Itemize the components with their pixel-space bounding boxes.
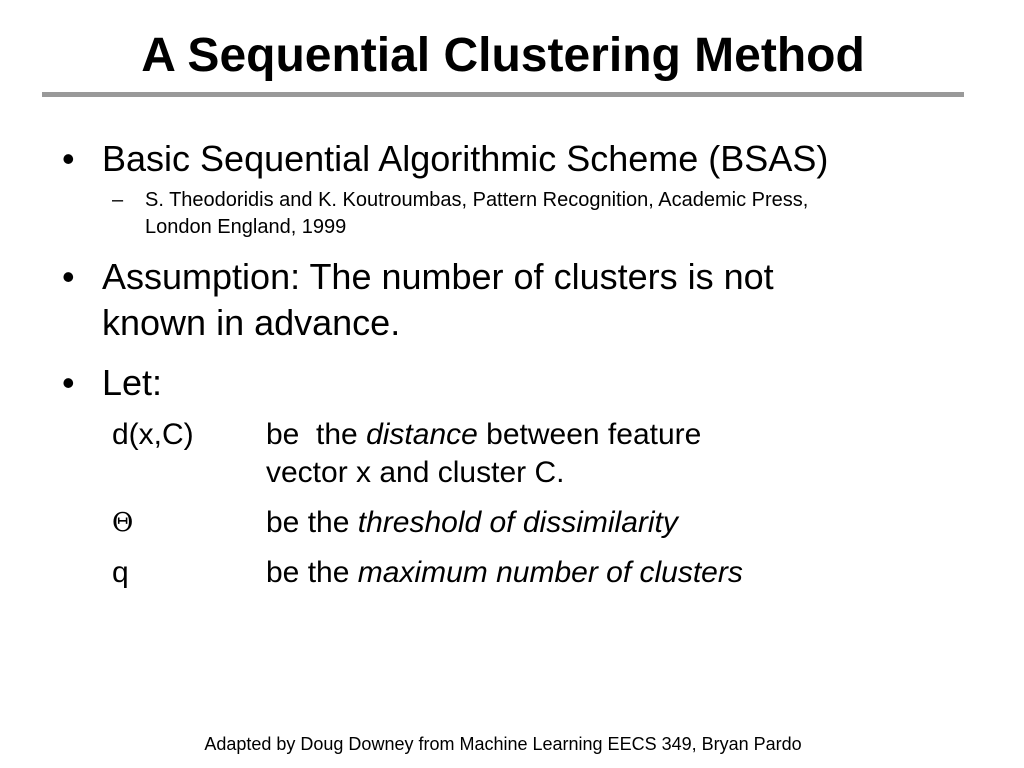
definition-pre: be the bbox=[266, 506, 358, 539]
reference-text bbox=[145, 187, 905, 241]
theta-symbol: Θ bbox=[112, 508, 134, 538]
assumption-line-1: Assumption: The number of clusters is not bbox=[102, 256, 774, 297]
definition-term: d(x,C) bbox=[112, 418, 194, 451]
reference-line-2: London England, 1999 bbox=[145, 216, 347, 238]
title-divider bbox=[42, 92, 964, 97]
definition-emphasis: threshold of dissimilarity bbox=[357, 506, 678, 539]
definition-term: q bbox=[112, 556, 129, 589]
bullet-text bbox=[102, 254, 774, 346]
definition-emphasis: maximum number of clusters bbox=[357, 556, 743, 589]
definition-post: between feature bbox=[477, 418, 702, 451]
definition-line-1 bbox=[266, 416, 701, 454]
slide-footer: Adapted by Doug Downey from Machine Learning EECS 349, Bryan Pardo bbox=[204, 734, 802, 754]
sub-bullet-marker: – bbox=[112, 189, 124, 211]
assumption-line-2: known in advance. bbox=[102, 302, 401, 343]
reference-line-1: S. Theodoridis and K. Koutroumbas, Pattern Recognition, Academic Press, bbox=[145, 189, 809, 211]
definition-description bbox=[266, 504, 678, 542]
definition-emphasis: distance bbox=[366, 418, 478, 451]
bullet-marker: • bbox=[62, 362, 75, 403]
definition-description bbox=[266, 554, 743, 592]
bullet-text: Basic Sequential Algorithmic Scheme (BSAS) bbox=[102, 138, 829, 179]
bullet-text: Let: bbox=[102, 362, 163, 403]
definition-pre: be the bbox=[266, 556, 358, 589]
bullet-marker: • bbox=[62, 138, 75, 179]
bullet-marker: • bbox=[62, 256, 75, 297]
definition-description bbox=[266, 416, 701, 492]
slide-title: A Sequential Clustering Method bbox=[141, 29, 865, 82]
definition-line-2: vector x and cluster C. bbox=[266, 456, 565, 489]
definition-pre: be the bbox=[266, 418, 367, 451]
